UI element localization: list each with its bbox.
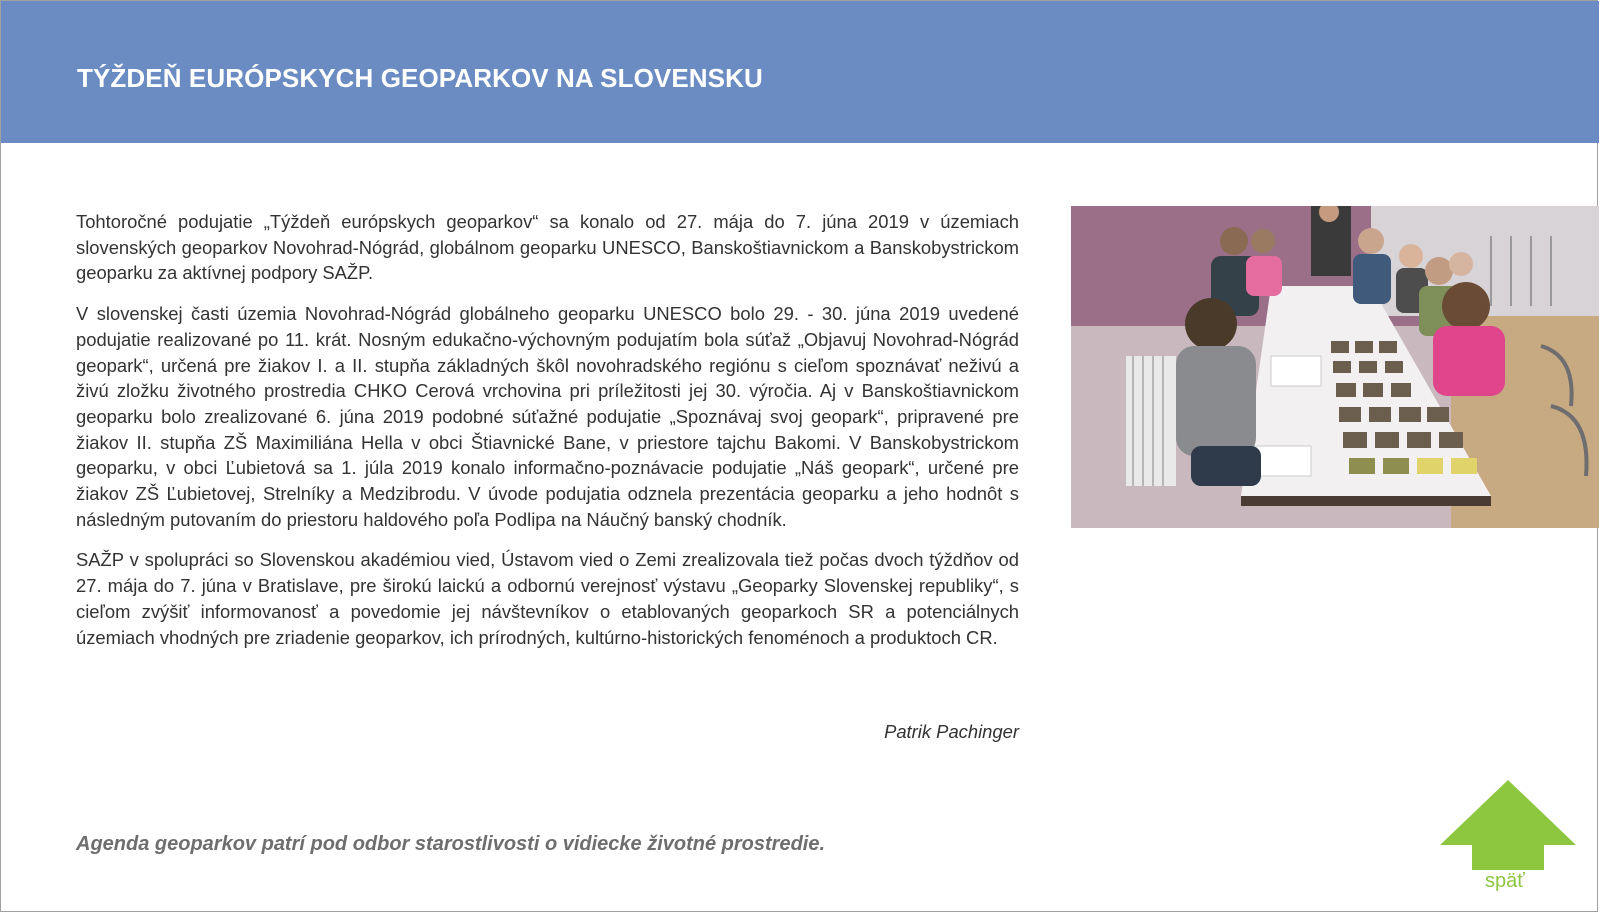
article-body bbox=[76, 209, 1019, 665]
back-button[interactable] bbox=[1438, 778, 1578, 900]
back-label: späť bbox=[1485, 870, 1525, 892]
event-photo bbox=[1071, 206, 1599, 528]
footer-note: Agenda geoparkov patrí pod odbor starostlivosti o vidiecke životné prostredie. bbox=[76, 833, 826, 855]
article-paragraph: Tohtoročné podujatie „Týždeň európskych geoparkov“ sa konalo od 27. mája do 7. júna 2019 v územiach slovenských geoparkov Novohrad-Nógrád, globálnom geoparku UNESCO, Banskoštiavnickom a Banskobystrickom geoparku za aktívnej podpory SAŽP. bbox=[76, 211, 1019, 284]
article-paragraph: SAŽP v spolupráci so Slovenskou akadémiou vied, Ústavom vied o Zemi zrealizovala tiež počas dvoch týždňov od 27. mája do 7. júna v Bratislave, pre širokú laickú a odbornú verejnosť výstavu „Geoparky Slovenskej republiky“, s cieľom zvýšiť informovanosť a povedomie jej návštevníkov o etablovaných geoparkoch SR a potenciálnych územiach vhodných pre zriadenie geoparkov, ich prírodných, kultúrno-historických fenoménoch a produktoch CR. bbox=[76, 549, 1019, 648]
article-paragraph: V slovenskej časti územia Novohrad-Nógrád globálneho geoparku UNESCO bolo 29. - 30. júna 2019 uvedené podujatie realizované po 11. krát. Nosným edukačno-výchovným podujatím bola súťaž „Objavuj Novohrad-Nógrád geopark“, určená pre žiakov I. a II. stupňa základných škôl novohradského regiónu s cieľom spoznávať neživú a živú zložku životného prostredia CHKO Cerová vrchovina pri príležitosti jej 30. výročia. Aj v Banskoštiavnickom geoparku bolo zrealizované 6. júna 2019 podobné súťažné podujatie „Spoznávaj svoj geopark“, pripravené pre žiakov II. stupňa ZŠ Maximiliána Hella v obci Štiavnické Bane, v priestore tajchu Bakomi. V Banskobystrickom geoparku, v obci Ľubietová sa 1. júla 2019 konalo informačno-poznávacie podujatie „Náš geopark“, určené pre žiakov ZŠ Ľubietovej, Strelníky a Medzibrodu. V úvode podujatia odznela prezentácia geoparku a jeho hodnôt s následným putovaním do priestoru haldového poľa Podlipa na Náučný banský chodník. bbox=[76, 303, 1019, 530]
page-title: TÝŽDEŇ EURÓPSKYCH GEOPARKOV NA SLOVENSKU bbox=[77, 63, 763, 93]
arrow-up-icon bbox=[1438, 778, 1578, 870]
header-banner bbox=[1, 1, 1599, 143]
author-signature: Patrik Pachinger bbox=[884, 721, 1019, 742]
